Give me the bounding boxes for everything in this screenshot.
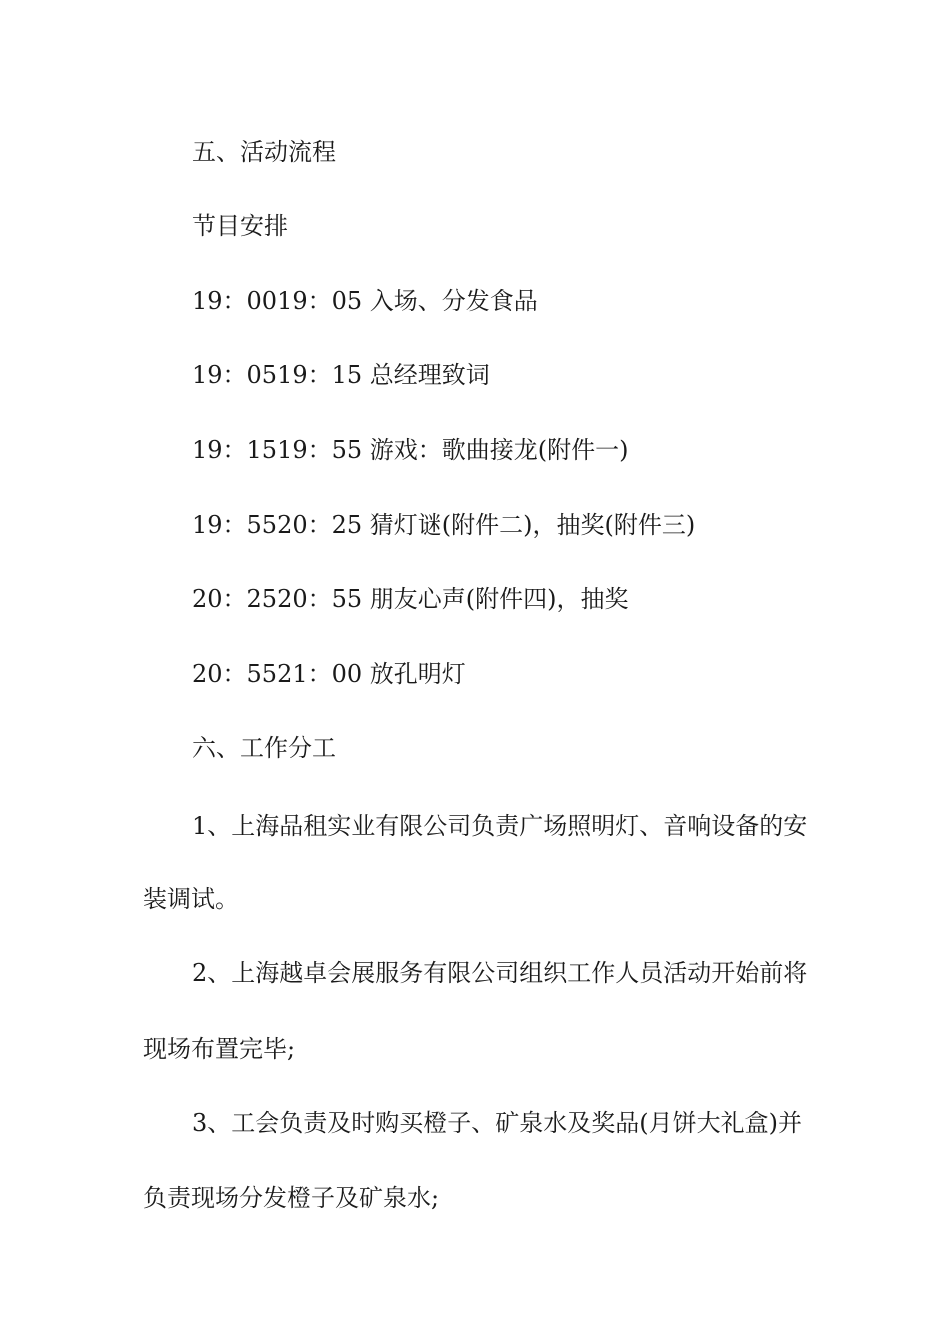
program-heading: 节目安排 [192,212,288,240]
schedule-item: 20：5521：00 放孔明灯 [192,660,466,688]
duty-item-3-line-2: 负责现场分发橙子及矿泉水; [143,1184,440,1212]
schedule-item: 19：5520：25 猜灯谜(附件二)，抽奖(附件三) [192,511,696,539]
schedule-item: 19：0019：05 入场、分发食品 [192,287,538,315]
duty-item-3-line-1: 3、工会负责及时购买橙子、矿泉水及奖品(月饼大礼盒)并 [192,1109,802,1137]
section-heading-work-division: 六、工作分工 [192,734,336,762]
duty-item-2-line-2: 现场布置完毕; [143,1035,296,1063]
duty-item-1-line-1: 1、上海品租实业有限公司负责广场照明灯、音响设备的安 [192,812,808,840]
duty-item-2-line-1: 2、上海越卓会展服务有限公司组织工作人员活动开始前将 [192,959,808,987]
schedule-item: 19：1519：55 游戏：歌曲接龙(附件一) [192,436,629,464]
schedule-item: 19：0519：15 总经理致词 [192,361,490,389]
schedule-item: 20：2520：55 朋友心声(附件四)，抽奖 [192,585,629,613]
section-heading-activity-flow: 五、活动流程 [192,138,336,166]
duty-item-1-line-2: 装调试。 [143,885,239,913]
